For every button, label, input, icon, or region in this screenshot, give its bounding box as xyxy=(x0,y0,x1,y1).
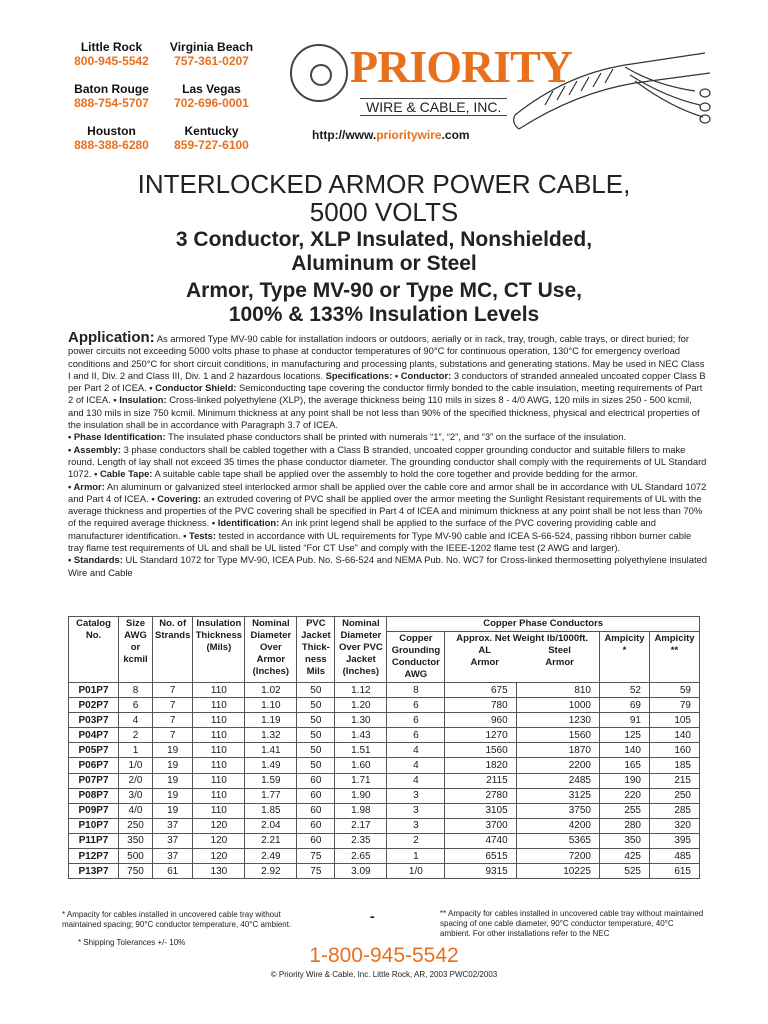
catalog-number-cell: P01P7 xyxy=(69,683,119,698)
header-ampicity-1: Ampicity * xyxy=(600,632,650,683)
table-cell: 190 xyxy=(600,773,650,788)
table-cell: 1.59 xyxy=(245,773,297,788)
subtitle-line-2: Aluminum or Steel xyxy=(291,252,477,275)
table-cell: 1.77 xyxy=(245,788,297,803)
table-cell: 50 xyxy=(297,743,335,758)
table-cell: 3.09 xyxy=(335,864,387,879)
header-weight-group xyxy=(445,632,600,683)
table-cell: 1.02 xyxy=(245,683,297,698)
table-cell: 79 xyxy=(650,698,700,713)
table-cell: 525 xyxy=(600,864,650,879)
table-cell: 50 xyxy=(297,728,335,743)
table-cell: 810 xyxy=(516,683,599,698)
table-cell: 37 xyxy=(153,818,193,833)
location-phone: 888-754-5707 xyxy=(74,96,149,110)
table-cell: 500 xyxy=(119,849,153,864)
table-cell: 3125 xyxy=(516,788,599,803)
table-cell: 37 xyxy=(153,849,193,864)
table-cell: 130 xyxy=(193,864,245,879)
table-cell: 2.35 xyxy=(335,833,387,848)
catalog-number-cell: P08P7 xyxy=(69,788,119,803)
phase-text: The insulated phase conductors shall be printed with numerals “1”, “2”, and “3” on the surface of the insulation. xyxy=(165,431,627,443)
table-cell: 1270 xyxy=(445,728,516,743)
standards-label: • Standards: xyxy=(68,554,123,566)
table-cell: 19 xyxy=(153,788,193,803)
table-cell: 2.49 xyxy=(245,849,297,864)
table-cell: 615 xyxy=(650,864,700,879)
table-cell: 255 xyxy=(600,803,650,818)
table-cell: 1820 xyxy=(445,758,516,773)
table-cell: 3/0 xyxy=(119,788,153,803)
table-cell: 37 xyxy=(153,833,193,848)
table-cell: 4/0 xyxy=(119,803,153,818)
table-cell: 2.17 xyxy=(335,818,387,833)
table-cell: 19 xyxy=(153,743,193,758)
table-cell: 2 xyxy=(387,833,445,848)
location-las-vegas xyxy=(164,82,259,110)
table-cell: 250 xyxy=(650,788,700,803)
separator-dash: - xyxy=(370,908,375,924)
header-steel-armor: Steel Armor xyxy=(545,645,574,668)
specifications-label: Specifications: • Conductor: xyxy=(325,369,452,381)
location-baton-rouge xyxy=(64,82,159,110)
table-cell: 110 xyxy=(193,728,245,743)
table-cell: 1.51 xyxy=(335,743,387,758)
table-row xyxy=(69,773,700,788)
location-city: Baton Rouge xyxy=(74,82,149,96)
header-diameter-pvc: Nominal Diameter Over PVC Jacket (Inches) xyxy=(335,617,387,683)
spec-table-body xyxy=(69,683,700,879)
table-cell: 4 xyxy=(387,773,445,788)
table-cell: 2200 xyxy=(516,758,599,773)
table-cell: 50 xyxy=(297,713,335,728)
catalog-number-cell: P10P7 xyxy=(69,818,119,833)
table-header-row xyxy=(69,617,700,632)
table-cell: 1 xyxy=(387,849,445,864)
table-cell: 4200 xyxy=(516,818,599,833)
footnote-shipping: * Shipping Tolerances +/- 10% xyxy=(78,938,186,947)
location-phone: 702-696-0001 xyxy=(174,96,249,110)
header-armor-types xyxy=(447,645,597,669)
table-cell: 1560 xyxy=(516,728,599,743)
table-row xyxy=(69,803,700,818)
table-cell: 4 xyxy=(387,743,445,758)
header-size: Size AWG or kcmil xyxy=(119,617,153,683)
table-cell: 1.41 xyxy=(245,743,297,758)
table-cell: 350 xyxy=(600,833,650,848)
location-city: Kentucky xyxy=(184,124,239,138)
catalog-number-cell: P09P7 xyxy=(69,803,119,818)
table-cell: 1.60 xyxy=(335,758,387,773)
table-cell: 2780 xyxy=(445,788,516,803)
table-cell: 1/0 xyxy=(119,758,153,773)
location-phone: 888-388-6280 xyxy=(74,138,149,152)
table-row xyxy=(69,849,700,864)
page-title xyxy=(0,170,768,226)
catalog-number-cell: P03P7 xyxy=(69,713,119,728)
table-cell: 220 xyxy=(600,788,650,803)
table-cell: 50 xyxy=(297,698,335,713)
catalog-number-cell: P04P7 xyxy=(69,728,119,743)
header-copper-phase-group: Copper Phase Conductors xyxy=(387,617,700,632)
website-link[interactable] xyxy=(312,128,470,142)
table-cell: 3 xyxy=(387,803,445,818)
table-cell: 7200 xyxy=(516,849,599,864)
identification-text: An ink print legend shall be applied to the surface of the PVC covering providing cable and manufacturer identification. xyxy=(68,517,656,541)
table-cell: 5365 xyxy=(516,833,599,848)
table-cell: 1870 xyxy=(516,743,599,758)
table-cell: 110 xyxy=(193,773,245,788)
insulation-label: • Insulation: xyxy=(113,394,167,406)
table-cell: 59 xyxy=(650,683,700,698)
application-text: As armored Type MV-90 cable for installation indoors or outdoors, aerially or in rack, tray, trough, cable trays, or direct buried; for power circuits not exceeding 5000 volts phase to phase at conductor temperatures of 90°C for continuous operation, 130°C for emergency overload conditions and 250°C for short circuit conditions, in manufacturing and processing plants, substations and generating stations. May be used in NEC Class I and II, Div. 2 and Class III, Div. 1 and 2 hazardous locations. xyxy=(68,333,705,381)
title-line-2: 5000 VOLTS xyxy=(309,197,459,227)
location-houston xyxy=(64,124,159,152)
catalog-number-cell: P07P7 xyxy=(69,773,119,788)
table-cell: 60 xyxy=(297,788,335,803)
table-cell: 69 xyxy=(600,698,650,713)
table-cell: 1.71 xyxy=(335,773,387,788)
url-suffix: .com xyxy=(441,128,470,142)
conductor-text: 3 conductors of stranded annealed uncoated copper Class B per Part 2 of ICEA. xyxy=(68,369,706,394)
header-catalog: Catalog No. xyxy=(69,617,119,683)
table-cell: 3750 xyxy=(516,803,599,818)
shield-text: Semiconducting tape covering the conductor firmly bonded to the cable insulation, meeting requirements of Part 2 of ICEA. xyxy=(68,382,703,406)
table-cell: 2.92 xyxy=(245,864,297,879)
table-cell: 2.04 xyxy=(245,818,297,833)
table-cell: 2485 xyxy=(516,773,599,788)
cable-tape-text: A suitable cable tape shall be applied over the assembly to hold the core together and provide bedding for the armor. xyxy=(152,468,638,480)
table-cell: 6 xyxy=(387,713,445,728)
main-phone-number: 1-800-945-5542 xyxy=(309,944,459,967)
copyright-line: © Priority Wire & Cable, Inc. Little Rock, AR, 2003 PWC02/2003 xyxy=(270,970,498,979)
table-cell: 110 xyxy=(193,803,245,818)
table-cell: 120 xyxy=(193,849,245,864)
table-cell: 6515 xyxy=(445,849,516,864)
table-cell: 120 xyxy=(193,833,245,848)
armor-text: An aluminum or galvanized steel interlocked armor shall be applied over the cable core and armor shall be in accordance with UL Standard 1072 and Part 4 of ICEA. xyxy=(68,480,707,504)
table-cell: 395 xyxy=(650,833,700,848)
table-cell: 1560 xyxy=(445,743,516,758)
header-insulation: Insulation Thickness (Mils) xyxy=(193,617,245,683)
subtitle-line-3: Armor, Type MV-90 or Type MC, CT Use, xyxy=(186,279,582,302)
location-city: Las Vegas xyxy=(182,82,241,96)
table-cell: 425 xyxy=(600,849,650,864)
identification-label: • Identification: xyxy=(211,517,280,529)
table-cell: 350 xyxy=(119,833,153,848)
table-cell: 60 xyxy=(297,803,335,818)
table-cell: 485 xyxy=(650,849,700,864)
table-row xyxy=(69,788,700,803)
table-cell: 110 xyxy=(193,743,245,758)
header-pvc-jacket: PVC Jacket Thick-ness Mils xyxy=(297,617,335,683)
tests-label: • Tests: xyxy=(183,529,216,541)
table-cell: 1 xyxy=(119,743,153,758)
table-cell: 8 xyxy=(387,683,445,698)
header-diameter-armor: Nominal Diameter Over Armor (Inches) xyxy=(245,617,297,683)
location-city: Little Rock xyxy=(80,40,143,54)
header-grounding: Copper Grounding Conductor AWG xyxy=(387,632,445,683)
location-phone: 859-727-6100 xyxy=(174,138,249,152)
table-cell: 75 xyxy=(297,849,335,864)
table-cell: 1000 xyxy=(516,698,599,713)
table-cell: 1230 xyxy=(516,713,599,728)
table-cell: 75 xyxy=(297,864,335,879)
table-cell: 60 xyxy=(297,833,335,848)
table-cell: 1.20 xyxy=(335,698,387,713)
table-cell: 4740 xyxy=(445,833,516,848)
table-cell: 1.19 xyxy=(245,713,297,728)
table-cell: 320 xyxy=(650,818,700,833)
table-cell: 675 xyxy=(445,683,516,698)
table-cell: 110 xyxy=(193,758,245,773)
table-cell: 1.30 xyxy=(335,713,387,728)
table-cell: 1.43 xyxy=(335,728,387,743)
cable-tape-label: • Cable Tape: xyxy=(94,468,153,480)
title-line-1: INTERLOCKED ARMOR POWER CABLE, xyxy=(137,169,631,199)
table-cell: 110 xyxy=(193,683,245,698)
table-cell: 110 xyxy=(193,698,245,713)
covering-text: an extruded covering of PVC shall be applied over the armor meeting the Sunlight Resistant requirements of UL with the average thickness and properties of the PVC covering shall be specified in Part 4 of ICEA and minimum thickness at any point shall be not less than 70% of the required average thickness. xyxy=(68,492,703,529)
catalog-number-cell: P11P7 xyxy=(69,833,119,848)
armor-label: • Armor: xyxy=(68,480,105,492)
table-cell: 110 xyxy=(193,713,245,728)
table-cell: 750 xyxy=(119,864,153,879)
table-cell: 91 xyxy=(600,713,650,728)
catalog-number-cell: P06P7 xyxy=(69,758,119,773)
table-cell: 10225 xyxy=(516,864,599,879)
application-label: Application: xyxy=(68,329,155,346)
table-cell: 1.90 xyxy=(335,788,387,803)
table-row xyxy=(69,864,700,879)
location-city: Virginia Beach xyxy=(169,40,254,54)
table-cell: 780 xyxy=(445,698,516,713)
catalog-number-cell: P05P7 xyxy=(69,743,119,758)
table-cell: 250 xyxy=(119,818,153,833)
table-cell: 9315 xyxy=(445,864,516,879)
table-row xyxy=(69,743,700,758)
table-cell: 4 xyxy=(387,758,445,773)
standards-text: UL Standard 1072 for Type MV-90, ICEA Pub. No. S-66-524 and NEMA Pub. No. WC7 for Cross-linked thermosetting polyethylene insulated Wire and Cable xyxy=(68,554,708,578)
insulation-text: Cross-linked polyethylene (XLP), the average thickness being 110 mils in sizes 8 - 4/0 AWG, 120 mils in sizes 250 - 500 kcmil, and 130 mils in size 750 kcmil. Minimum thickness at any point shall be not less than 90% of the specified thickness, physical and electrical properties of the insulation shall be in accordance with Paragraph 3.7 of ICEA. xyxy=(68,394,700,431)
table-cell: 60 xyxy=(297,773,335,788)
table-cell: 1.98 xyxy=(335,803,387,818)
table-cell: 280 xyxy=(600,818,650,833)
header-al-armor: AL Armor xyxy=(470,645,500,668)
table-cell: 6 xyxy=(119,698,153,713)
table-cell: 3 xyxy=(387,788,445,803)
table-row xyxy=(69,728,700,743)
table-cell: 7 xyxy=(153,683,193,698)
table-cell: 125 xyxy=(600,728,650,743)
assembly-text: 3 phase conductors shall be cabled together with a Class B stranded, uncoated copper grounding conductor and suitable fillers to make round. Length of lay shall not exceed 35 times the phase conductor diameter. The grounding conductor shall comply with the requirements of UL Standard 1072. xyxy=(68,443,707,480)
catalog-number-cell: P02P7 xyxy=(69,698,119,713)
table-cell: 2 xyxy=(119,728,153,743)
table-cell: 1.85 xyxy=(245,803,297,818)
table-row xyxy=(69,698,700,713)
table-cell: 7 xyxy=(153,728,193,743)
location-kentucky xyxy=(164,124,259,152)
url-prefix: http://www. xyxy=(312,128,377,142)
brand-logo: PRIORITY xyxy=(350,41,573,92)
table-cell: 1/0 xyxy=(387,864,445,879)
table-cell: 19 xyxy=(153,773,193,788)
header-strands: No. of Strands xyxy=(153,617,193,683)
table-cell: 1.12 xyxy=(335,683,387,698)
header-ampicity-2: Ampicity ** xyxy=(650,632,700,683)
table-cell: 3105 xyxy=(445,803,516,818)
table-cell: 8 xyxy=(119,683,153,698)
subtitle-line-4: 100% & 133% Insulation Levels xyxy=(228,303,540,326)
spec-table xyxy=(68,616,700,879)
table-cell: 50 xyxy=(297,683,335,698)
location-phone: 800-945-5542 xyxy=(74,54,149,68)
table-cell: 50 xyxy=(297,758,335,773)
table-cell: 2.65 xyxy=(335,849,387,864)
table-cell: 3700 xyxy=(445,818,516,833)
table-cell: 19 xyxy=(153,758,193,773)
table-cell: 2115 xyxy=(445,773,516,788)
table-cell: 960 xyxy=(445,713,516,728)
table-cell: 1.10 xyxy=(245,698,297,713)
table-cell: 7 xyxy=(153,698,193,713)
table-cell: 160 xyxy=(650,743,700,758)
covering-label: • Covering: xyxy=(151,492,202,504)
tests-text: tested in accordance with UL requirements for Type MV-90 cable and ICEA S-66-524, passing ribbon burner cable tray flame test requirements of UL and shall be UL listed “For CT Use” and comply with the IEEE-1202 flame test (2 AWG and larger). xyxy=(68,529,692,554)
table-cell: 6 xyxy=(387,698,445,713)
specification-text xyxy=(68,329,708,579)
url-highlight: prioritywire xyxy=(376,128,442,142)
header-weight: Approx. Net Weight lb/1000ft. xyxy=(456,633,589,644)
catalog-number-cell: P13P7 xyxy=(69,864,119,879)
table-cell: 1.49 xyxy=(245,758,297,773)
brand-subtitle: WIRE & CABLE, INC. xyxy=(360,98,507,116)
phase-label: • Phase Identification: xyxy=(68,431,166,443)
location-phone: 757-361-0207 xyxy=(174,54,249,68)
table-row xyxy=(69,833,700,848)
table-cell: 2.21 xyxy=(245,833,297,848)
location-virginia-beach xyxy=(164,40,259,68)
table-cell: 215 xyxy=(650,773,700,788)
table-cell: 140 xyxy=(650,728,700,743)
table-cell: 6 xyxy=(387,728,445,743)
shield-label: • Conductor Shield: xyxy=(149,382,237,394)
location-little-rock xyxy=(64,40,159,68)
catalog-number-cell: P12P7 xyxy=(69,849,119,864)
table-cell: 61 xyxy=(153,864,193,879)
table-cell: 2/0 xyxy=(119,773,153,788)
cable-reel-icon xyxy=(290,44,348,102)
table-cell: 19 xyxy=(153,803,193,818)
table-row xyxy=(69,758,700,773)
table-cell: 4 xyxy=(119,713,153,728)
cable-illustration-icon xyxy=(505,45,715,135)
footnote-ampacity-1: * Ampacity for cables installed in uncovered cable tray without maintained spacing; 90°C conductor temperature, 40°C ambient. xyxy=(62,910,292,929)
table-cell: 110 xyxy=(193,788,245,803)
table-cell: 165 xyxy=(600,758,650,773)
table-row xyxy=(69,818,700,833)
table-cell: 185 xyxy=(650,758,700,773)
location-city: Houston xyxy=(87,124,136,138)
subtitle-line-1: 3 Conductor, XLP Insulated, Nonshielded, xyxy=(175,228,593,251)
table-cell: 60 xyxy=(297,818,335,833)
footnote-ampacity-2: ** Ampacity for cables installed in uncovered cable tray without maintained spacing of one cable diameter, 90°C conductor temperature, 40°C ambient. For other installations refer to the NEC xyxy=(440,909,704,938)
table-cell: 105 xyxy=(650,713,700,728)
table-cell: 1.32 xyxy=(245,728,297,743)
table-cell: 52 xyxy=(600,683,650,698)
table-row xyxy=(69,713,700,728)
table-cell: 3 xyxy=(387,818,445,833)
table-cell: 285 xyxy=(650,803,700,818)
table-cell: 120 xyxy=(193,818,245,833)
table-row xyxy=(69,683,700,698)
assembly-label: • Assembly: xyxy=(68,443,121,455)
table-cell: 7 xyxy=(153,713,193,728)
table-cell: 140 xyxy=(600,743,650,758)
